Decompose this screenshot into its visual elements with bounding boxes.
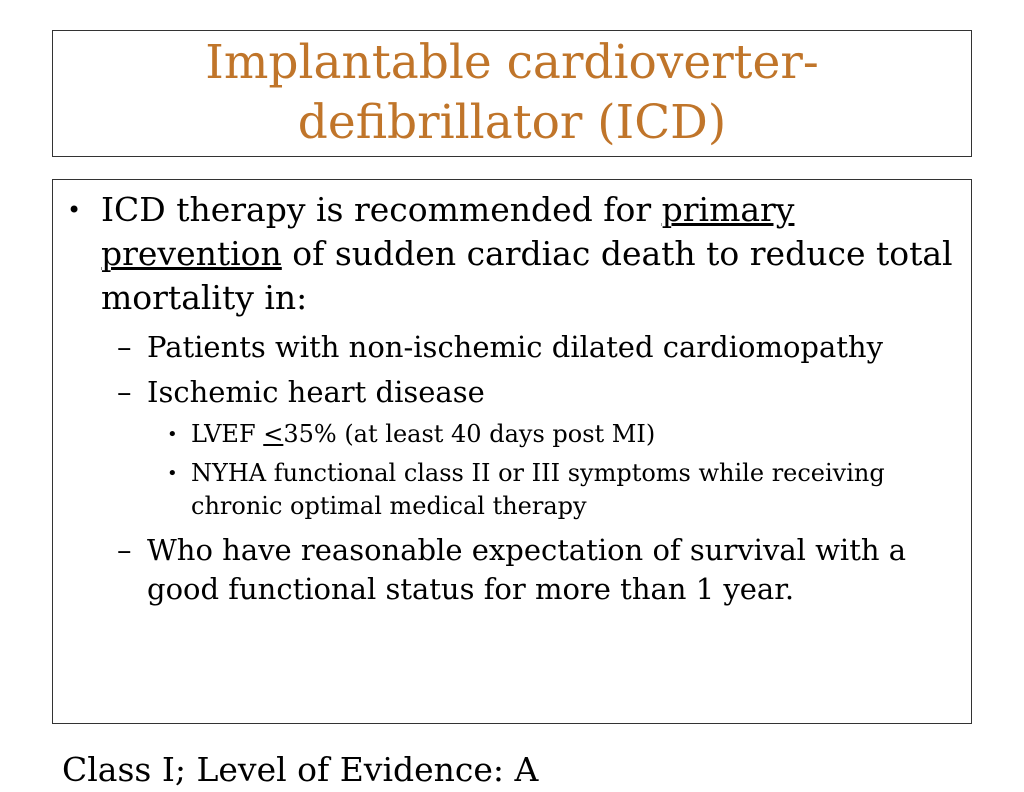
- content-box: [52, 179, 972, 724]
- small-bullet-dot-icon: •: [167, 463, 178, 484]
- less-than-or-equal-symbol: <: [263, 420, 284, 448]
- sub-sub-bullet-lvef: [61, 418, 967, 451]
- bullet-list: [61, 188, 967, 609]
- bullet-main-text-1: ICD therapy is recommended for: [101, 190, 662, 229]
- lvef-prefix: LVEF: [191, 420, 264, 448]
- sub-bullet-survival: [61, 531, 967, 609]
- bullet-main-underlined-primary: primary: [661, 190, 795, 229]
- bullet-main-underlined-prevention: prevention: [101, 234, 282, 273]
- sub-bullet-non-ischemic: [61, 328, 967, 367]
- lvef-suffix: 35% (at least 40 days post MI): [283, 420, 656, 448]
- bullet-main: [61, 188, 967, 320]
- sub-bullet-ischemic-text: Ischemic heart disease: [147, 375, 485, 409]
- dash-icon: –: [117, 375, 132, 409]
- dash-icon: –: [117, 533, 132, 567]
- sub-bullet-survival-text: Who have reasonable expectation of survival with a good functional status for more than 1 year.: [147, 533, 907, 606]
- sub-bullet-non-ischemic-text: Patients with non-ischemic dilated cardiomopathy: [147, 330, 883, 364]
- dash-icon: –: [117, 330, 132, 364]
- bullet-dot-icon: •: [67, 196, 82, 224]
- sub-sub-bullet-nyha: [61, 457, 967, 523]
- bullet-main-text-2: of sudden cardiac death to reduce total mortality in:: [101, 234, 953, 317]
- evidence-level-text: Class I; Level of Evidence: A: [62, 750, 539, 789]
- nyha-text: NYHA functional class II or III symptoms while receiving chronic optimal medical therapy: [191, 459, 885, 520]
- small-bullet-dot-icon: •: [167, 424, 178, 445]
- slide-title-line-1: Implantable cardioverter-: [205, 35, 819, 90]
- slide-title-line-2: defibrillator (ICD): [297, 95, 727, 150]
- slide-title: [53, 31, 971, 153]
- sub-bullet-ischemic: [61, 373, 967, 412]
- title-box: [52, 30, 972, 157]
